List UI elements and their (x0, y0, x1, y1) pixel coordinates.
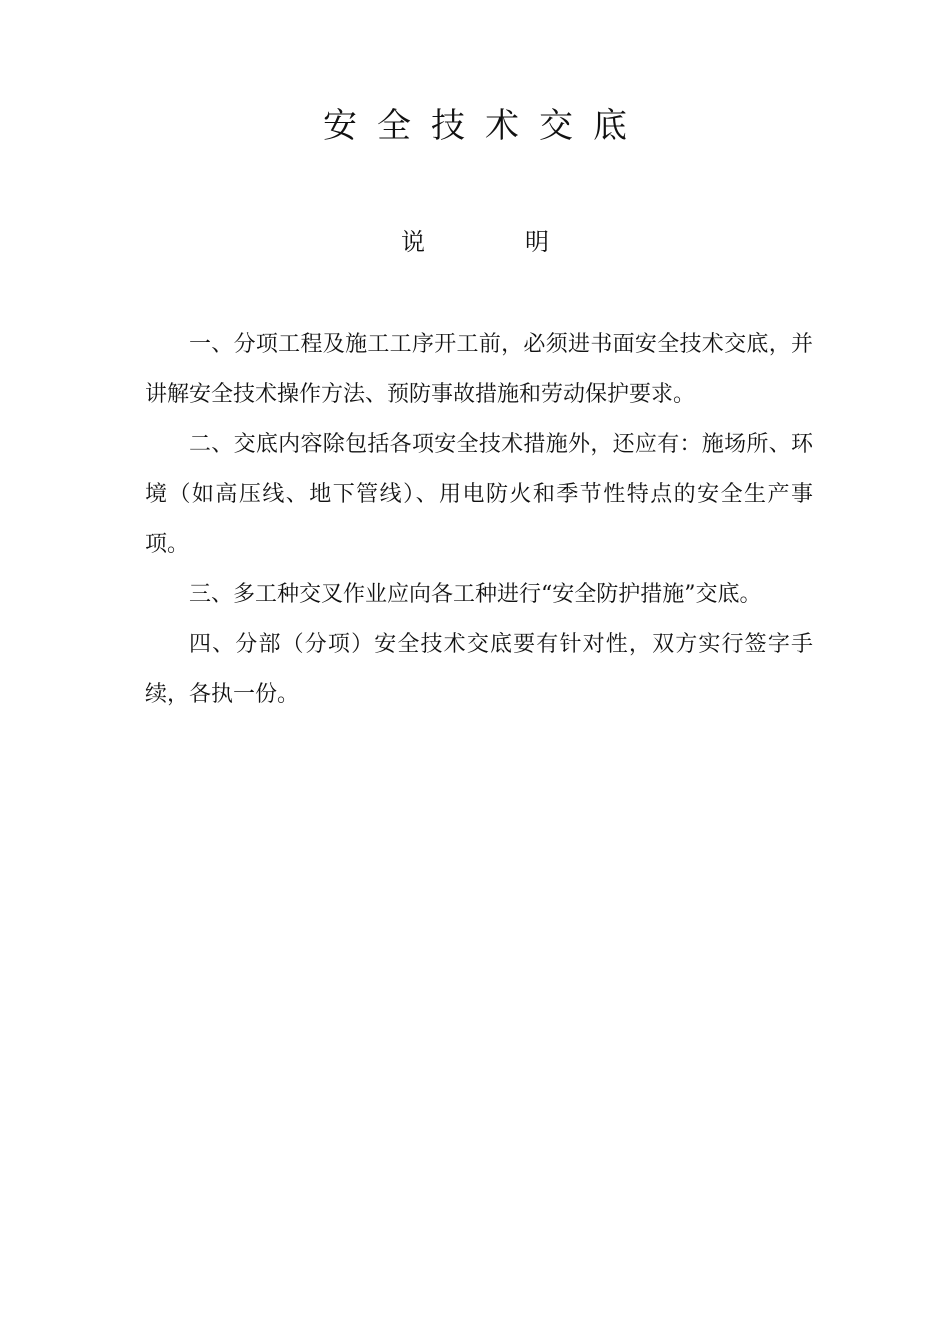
section-heading-left: 说 (401, 228, 425, 256)
paragraph-1: 一、分项工程及施工工序开工前，必须进书面安全技术交底，并讲解安全技术操作方法、预防事故措施和劳动保护要求。 (145, 332, 813, 407)
section-heading-right: 明 (525, 228, 549, 256)
paragraph-4: 四、分部（分项）安全技术交底要有针对性，双方实行签字手续，各执一份。 (145, 632, 813, 707)
paragraph-3: 三、多工种交叉作业应向各工种进行“安全防护措施”交底。 (189, 582, 762, 607)
document-title: 安全技术交底 (323, 106, 647, 146)
paragraph-2: 二、交底内容除包括各项安全技术措施外，还应有：施场所、环境（如高压线、地下管线）、用电防火和季节性特点的安全生产事项。 (145, 432, 813, 557)
document-body (145, 320, 813, 720)
section-heading (0, 222, 950, 262)
